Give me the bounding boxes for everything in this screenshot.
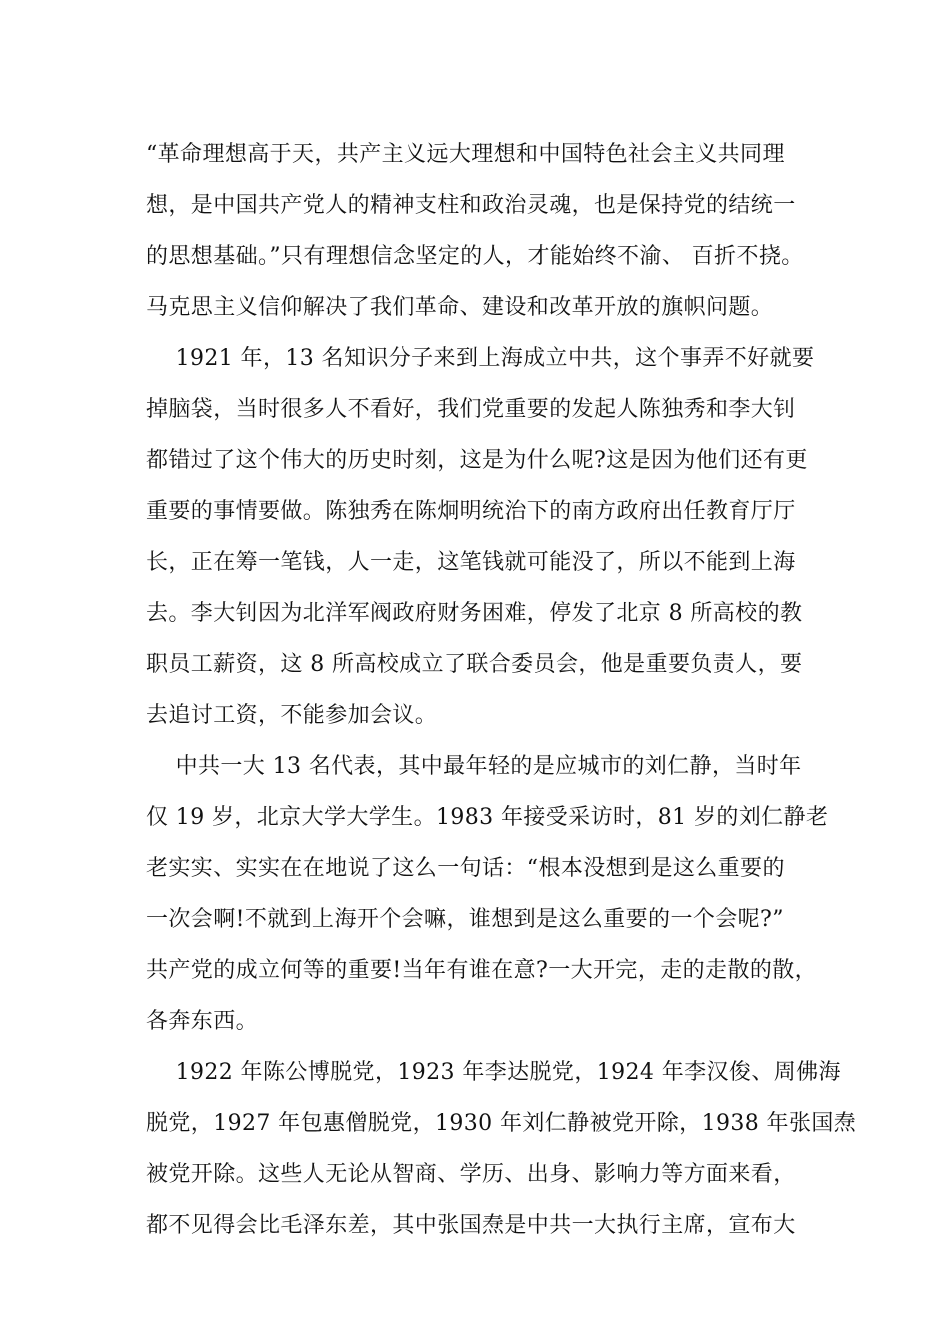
text-line: 马克思主义信仰解决了我们革命、建设和改革开放的旗帜问题。: [146, 295, 774, 320]
text-line: 共产党的成立何等的重要!当年有谁在意?一大开完，走的走散的散，: [146, 958, 818, 983]
text-line: 都错过了这个伟大的历史时刻，这是为什么呢?这是因为他们还有更: [146, 448, 808, 473]
text-line: 1922 年陈公博脱党，1923 年李达脱党，1924 年李汉俊、周佛海: [146, 1060, 841, 1085]
text-line: 重要的事情要做。陈独秀在陈炯明统治下的南方政府出任教育厅厅: [146, 499, 796, 524]
text-line: 一次会啊!不就到上海开个会嘛，谁想到是这么重要的一个会呢?”: [146, 907, 784, 932]
text-line: 仅 19 岁，北京大学大学生。1983 年接受采访时，81 岁的刘仁静老: [146, 805, 829, 830]
text-line: 老实实、实实在在地说了这么一句话：“根本没想到是这么重要的: [146, 856, 785, 881]
text-line: 中共一大 13 名代表，其中最年轻的是应城市的刘仁静，当时年: [146, 754, 802, 779]
text-line: 职员工薪资，这 8 所高校成立了联合委员会，他是重要负责人，要: [146, 652, 803, 677]
text-line: 去追讨工资，不能参加会议。: [146, 703, 438, 728]
text-line: 的思想基础。”只有理想信念坚定的人，才能始终不渝、 百折不挠。: [146, 244, 804, 269]
text-line: 被党开除。这些人无论从智商、学历、出身、影响力等方面来看，: [146, 1162, 796, 1187]
document-body: [146, 129, 857, 1251]
text-line: 脱党，1927 年包惠僧脱党，1930 年刘仁静被党开除，1938 年张国焘: [146, 1111, 857, 1136]
text-line: “革命理想高于天，共产主义远大理想和中国特色社会主义共同理: [146, 142, 785, 167]
text-line: 都不见得会比毛泽东差，其中张国焘是中共一大执行主席，宣布大: [146, 1213, 796, 1238]
text-line: 1921 年，13 名知识分子来到上海成立中共，这个事弄不好就要: [146, 346, 815, 371]
text-line: 掉脑袋，当时很多人不看好，我们党重要的发起人陈独秀和李大钊: [146, 397, 796, 422]
text-line: 长，正在筹一笔钱，人一走，这笔钱就可能没了，所以不能到上海: [146, 550, 796, 575]
text-line: 去。李大钊因为北洋军阀政府财务困难，停发了北京 8 所高校的教: [146, 601, 803, 626]
text-line: 各奔东西。: [146, 1009, 259, 1034]
text-line: 想，是中国共产党人的精神支柱和政治灵魂，也是保持党的结统一: [146, 193, 796, 218]
